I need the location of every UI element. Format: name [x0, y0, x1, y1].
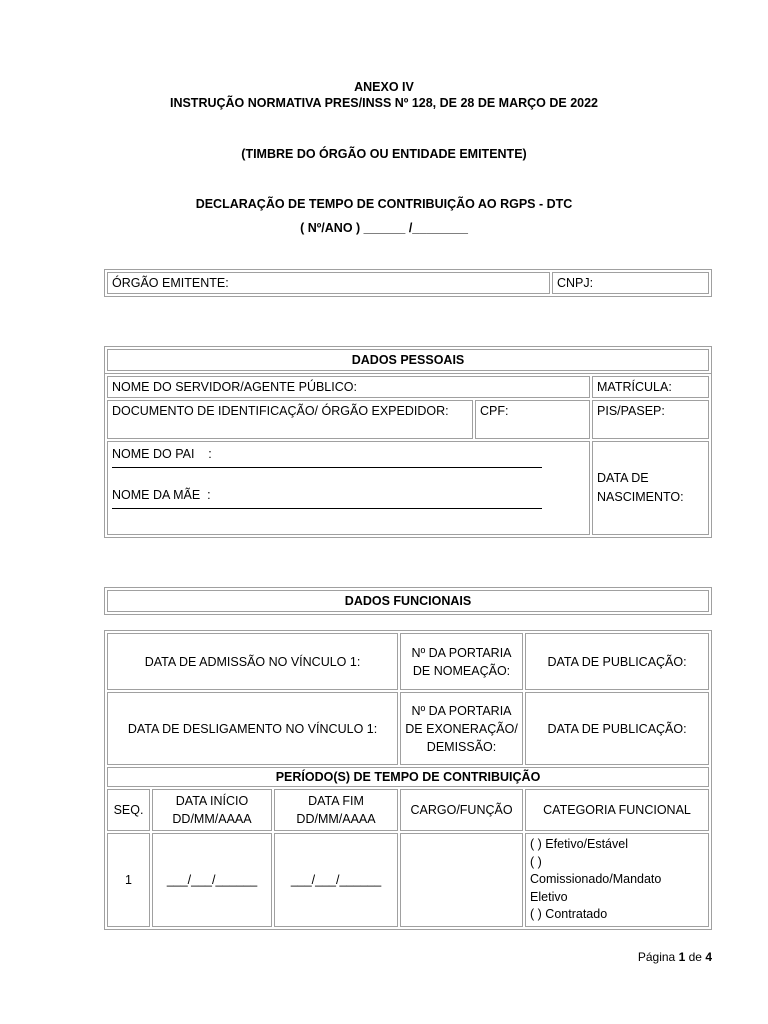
publication-label-2: DATA DE PUBLICAÇÃO:	[525, 692, 709, 765]
instruction-title: INSTRUÇÃO NORMATIVA PRES/INSS Nº 128, DE 28 DE MARÇO DE 2022	[169, 96, 599, 110]
page-current: 1	[678, 950, 686, 964]
annex-title: ANEXO IV	[354, 80, 414, 94]
row-start-date: ___/___/______	[152, 833, 272, 927]
col-seq: SEQ.	[107, 789, 150, 831]
document-number: ( Nº/ANO ) ______ /________	[300, 221, 468, 235]
personal-section-title: DADOS PESSOAIS	[107, 349, 709, 371]
col-end-date: DATA FIM DD/MM/AAAA	[274, 789, 398, 831]
publication-label-1: DATA DE PUBLICAÇÃO:	[525, 633, 709, 690]
pis-label: PIS/PASEP:	[592, 400, 709, 439]
birth-label: DATA DE NASCIMENTO:	[592, 441, 709, 535]
id-doc-label: DOCUMENTO DE IDENTIFICAÇÃO/ ÓRGÃO EXPEDIDOR:	[107, 400, 473, 439]
functional-table	[104, 630, 712, 930]
page-word: Página	[637, 950, 676, 964]
father-label: NOME DO PAI :	[112, 447, 212, 461]
document-title: DECLARAÇÃO DE TEMPO DE CONTRIBUIÇÃO AO RGPS - DTC	[195, 197, 573, 211]
personal-section-header	[104, 346, 712, 374]
row-seq: 1	[107, 833, 150, 927]
category-option-elective: Eletivo	[530, 889, 568, 904]
appointment-label: Nº DA PORTARIA DE NOMEAÇÃO:	[400, 633, 523, 690]
letterhead-placeholder: (TIMBRE DO ÓRGÃO OU ENTIDADE EMITENTE)	[241, 147, 527, 161]
personal-table	[104, 373, 712, 538]
col-role: CARGO/FUNÇÃO	[400, 789, 523, 831]
category-option-commissioned-mark: ( )	[530, 854, 542, 869]
issuer-table	[104, 269, 712, 297]
dismissal-label: DATA DE DESLIGAMENTO NO VÍNCULO 1:	[107, 692, 398, 765]
col-category: CATEGORIA FUNCIONAL	[525, 789, 709, 831]
category-option-contracted: ( ) Contratado	[530, 907, 608, 921]
father-line	[112, 467, 542, 468]
page-number	[638, 950, 712, 964]
category-option-commissioned: Comissionado/Mandato	[530, 872, 662, 886]
name-label: NOME DO SERVIDOR/AGENTE PÚBLICO:	[107, 376, 590, 398]
parents-cell	[107, 441, 590, 535]
exoneration-label: Nº DA PORTARIA DE EXONERAÇÃO/ DEMISSÃO:	[400, 692, 523, 765]
page-total: 4	[705, 950, 712, 964]
table-row	[107, 833, 709, 927]
organ-label: ÓRGÃO EMITENTE:	[107, 272, 550, 294]
registration-label: MATRÍCULA:	[592, 376, 709, 398]
cpf-label: CPF:	[475, 400, 590, 439]
admission-label: DATA DE ADMISSÃO NO VÍNCULO 1:	[107, 633, 398, 690]
mother-line	[112, 508, 542, 509]
functional-section-header	[104, 587, 712, 615]
functional-section-title: DADOS FUNCIONAIS	[107, 590, 709, 612]
row-role	[400, 833, 523, 927]
row-category	[525, 833, 709, 927]
page-of: de	[688, 950, 702, 964]
cnpj-label: CNPJ:	[552, 272, 709, 294]
mother-label: NOME DA MÃE :	[112, 488, 211, 502]
category-option-effective: ( ) Efetivo/Estável	[530, 837, 628, 851]
periods-section-title: PERÍODO(S) DE TEMPO DE CONTRIBUIÇÃO	[107, 767, 709, 787]
col-start-date: DATA INÍCIO DD/MM/AAAA	[152, 789, 272, 831]
row-end-date: ___/___/______	[274, 833, 398, 927]
